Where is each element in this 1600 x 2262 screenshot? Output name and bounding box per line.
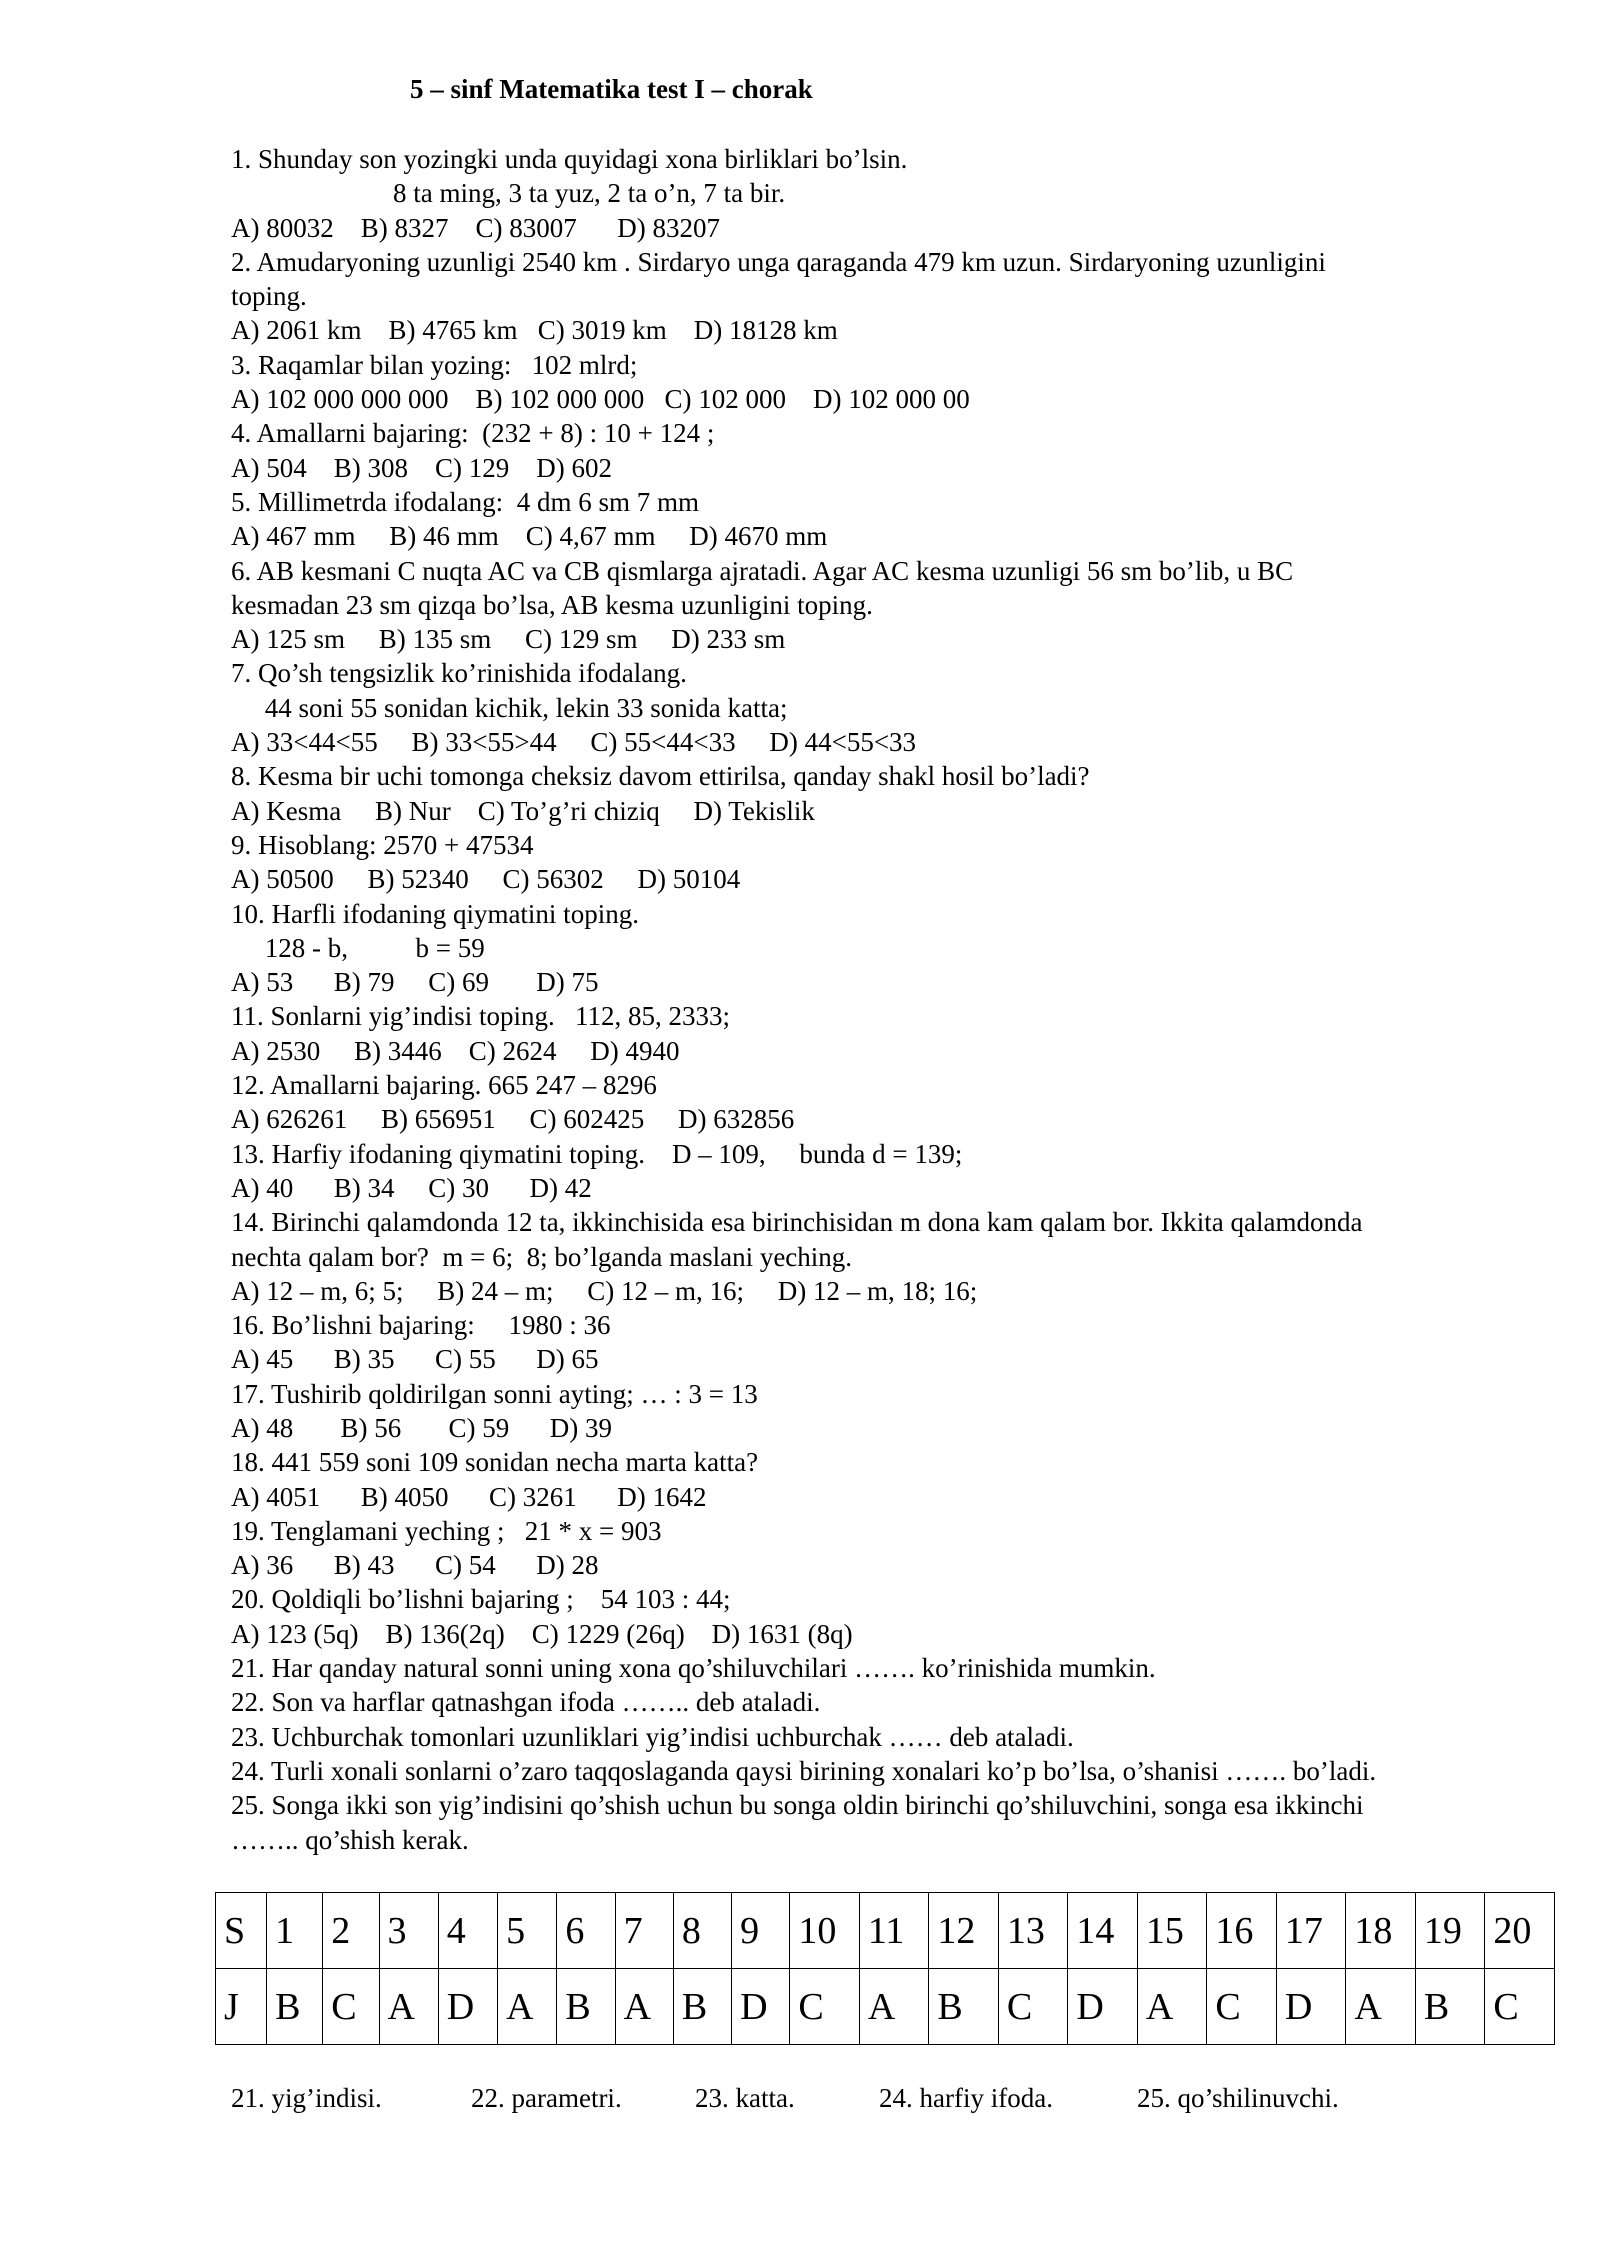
- question-line: 128 - b, b = 59: [231, 932, 485, 963]
- question-line: 8. Kesma bir uchi tomonga cheksiz davom ettirilsa, qanday shakl hosil bo’ladi?: [231, 761, 1090, 792]
- question-line: 2. Amudaryoning uzunligi 2540 km . Sirdaryo unga qaraganda 479 km uzun. Sirdaryoning uzunligini: [231, 246, 1326, 277]
- question-number-cell: 9: [732, 1893, 790, 1969]
- open-answer: 22. parametri.: [471, 2083, 622, 2113]
- question-line: 25. Songa ikki son yig’indisini qo’shish uchun bu songa oldin birinchi qo’shiluvchini, songa esa ikkinchi: [231, 1790, 1364, 1821]
- answer-letter-cell: C: [1207, 1969, 1277, 2045]
- question-line: 16. Bo’lishni bajaring: 1980 : 36: [231, 1310, 611, 1341]
- question-line: A) 33<44<55 B) 33<55>44 C) 55<44<33 D) 44<55<33: [231, 727, 917, 758]
- open-answer: 25. qo’shilinuvchi.: [1137, 2083, 1339, 2113]
- answer-letter-cell: B: [673, 1969, 731, 2045]
- question-line: 22. Son va harflar qatnashgan ifoda …….. deb ataladi.: [231, 1687, 821, 1718]
- answer-letter-cell: C: [790, 1969, 860, 2045]
- question-line: 23. Uchburchak tomonlari uzunliklari yig’indisi uchburchak …… deb ataladi.: [231, 1721, 1074, 1752]
- question-line: 11. Sonlarni yig’indisi toping. 112, 85, 2333;: [231, 1001, 730, 1032]
- question-number-cell: 1: [267, 1893, 323, 1969]
- question-number-cell: 3: [379, 1893, 438, 1969]
- question-line: A) 48 B) 56 C) 59 D) 39: [231, 1412, 612, 1443]
- question-number-cell: 13: [998, 1893, 1068, 1969]
- question-number-cell: 16: [1207, 1893, 1277, 1969]
- question-line: 4. Amallarni bajaring: (232 + 8) : 10 + 124 ;: [231, 418, 715, 449]
- answer-letter-cell: B: [267, 1969, 323, 2045]
- question-line: 12. Amallarni bajaring. 665 247 – 8296: [231, 1070, 657, 1101]
- question-line: A) 125 sm B) 135 sm C) 129 sm D) 233 sm: [231, 624, 786, 655]
- open-answer: 21. yig’indisi.: [231, 2083, 382, 2113]
- question-number-cell: 4: [438, 1893, 497, 1969]
- answer-key-table: [215, 1892, 1555, 2045]
- answer-letter-cell: D: [732, 1969, 790, 2045]
- answer-letter-cell: A: [498, 1969, 557, 2045]
- question-line: A) 2530 B) 3446 C) 2624 D) 4940: [231, 1035, 680, 1066]
- answer-letter-cell: D: [1276, 1969, 1346, 2045]
- question-line: 24. Turli xonali sonlarni o’zaro taqqoslaganda qaysi birining xonalari ko’p bo’lsa, o’shanisi ……. bo’ladi.: [231, 1755, 1377, 1786]
- question-line: A) 2061 km B) 4765 km C) 3019 km D) 18128 km: [231, 315, 838, 346]
- question-line: 3. Raqamlar bilan yozing: 102 mlrd;: [231, 349, 638, 380]
- question-number-cell: S: [216, 1893, 267, 1969]
- test-questions: [231, 142, 1561, 1857]
- question-number-cell: 15: [1137, 1893, 1207, 1969]
- question-line: A) 123 (5q) B) 136(2q) C) 1229 (26q) D) 1631 (8q): [231, 1618, 853, 1649]
- question-number-cell: 2: [323, 1893, 379, 1969]
- question-line: 7. Qo’sh tengsizlik ko’rinishida ifodalang.: [231, 658, 687, 689]
- answer-letter-cell: A: [859, 1969, 929, 2045]
- question-number-cell: 17: [1276, 1893, 1346, 1969]
- question-line: A) 40 B) 34 C) 30 D) 42: [231, 1172, 592, 1203]
- question-line: nechta qalam bor? m = 6; 8; bo’lganda maslani yeching.: [231, 1241, 853, 1272]
- question-number-cell: 20: [1485, 1893, 1555, 1969]
- question-number-cell: 11: [859, 1893, 929, 1969]
- question-line: toping.: [231, 281, 307, 312]
- question-line: 19. Tenglamani yeching ; 21 * x = 903: [231, 1515, 662, 1546]
- answer-letter-cell: A: [379, 1969, 438, 2045]
- answer-letter-cell: C: [1485, 1969, 1555, 2045]
- question-line: 10. Harfli ifodaning qiymatini toping.: [231, 898, 639, 929]
- question-number-cell: 7: [615, 1893, 673, 1969]
- question-line: 1. Shunday son yozingki unda quyidagi xona birliklari bo’lsin.: [231, 144, 908, 174]
- open-answers: [231, 2083, 1561, 2117]
- open-answer: 24. harfiy ifoda.: [879, 2083, 1053, 2113]
- question-line: 5. Millimetrda ifodalang: 4 dm 6 sm 7 mm: [231, 486, 699, 517]
- question-number-cell: 18: [1346, 1893, 1416, 1969]
- question-line: 6. AB kesmani C nuqta AC va CB qismlarga ajratadi. Agar AC kesma uzunligi 56 sm bo’lib, u BC: [231, 555, 1294, 586]
- question-number-cell: 5: [498, 1893, 557, 1969]
- answer-letter-cell: B: [557, 1969, 615, 2045]
- question-line: kesmadan 23 sm qizqa bo’lsa, AB kesma uzunligini toping.: [231, 589, 873, 620]
- answer-letter-cell: D: [1068, 1969, 1138, 2045]
- page-title: 5 – sinf Matematika test I – chorak: [410, 74, 813, 104]
- question-line: 8 ta ming, 3 ta yuz, 2 ta o’n, 7 ta bir.: [231, 178, 786, 209]
- answer-letter-cell: J: [216, 1969, 267, 2045]
- question-number-cell: 19: [1415, 1893, 1485, 1969]
- question-line: A) 504 B) 308 C) 129 D) 602: [231, 452, 612, 483]
- question-line: A) 53 B) 79 C) 69 D) 75: [231, 967, 599, 998]
- question-line: A) 45 B) 35 C) 55 D) 65: [231, 1344, 599, 1375]
- question-line: …….. qo’shish kerak.: [231, 1824, 469, 1855]
- question-line: A) 36 B) 43 C) 54 D) 28: [231, 1550, 599, 1581]
- answer-key-values-row: [216, 1969, 1555, 2045]
- answer-letter-cell: B: [929, 1969, 999, 2045]
- answer-letter-cell: A: [615, 1969, 673, 2045]
- question-number-cell: 12: [929, 1893, 999, 1969]
- question-line: 9. Hisoblang: 2570 + 47534: [231, 829, 534, 860]
- answer-key-header-row: [216, 1893, 1555, 1969]
- question-line: A) 50500 B) 52340 C) 56302 D) 50104: [231, 864, 741, 895]
- question-line: 20. Qoldiqli bo’lishni bajaring ; 54 103 : 44;: [231, 1584, 731, 1615]
- question-line: A) 80032 B) 8327 C) 83007 D) 83207: [231, 212, 720, 243]
- question-number-cell: 10: [790, 1893, 860, 1969]
- question-line: 18. 441 559 soni 109 sonidan necha marta katta?: [231, 1447, 759, 1478]
- question-line: A) Kesma B) Nur C) To’g’ri chiziq D) Tekislik: [231, 795, 815, 826]
- question-line: A) 102 000 000 000 B) 102 000 000 C) 102 000 D) 102 000 00: [231, 384, 970, 415]
- question-number-cell: 14: [1068, 1893, 1138, 1969]
- question-line: 44 soni 55 sonidan kichik, lekin 33 sonida katta;: [231, 692, 788, 723]
- answer-letter-cell: C: [323, 1969, 379, 2045]
- question-number-cell: 8: [673, 1893, 731, 1969]
- question-line: A) 12 – m, 6; 5; B) 24 – m; C) 12 – m, 16; D) 12 – m, 18; 16;: [231, 1275, 978, 1306]
- answer-letter-cell: C: [998, 1969, 1068, 2045]
- answer-letter-cell: A: [1346, 1969, 1416, 2045]
- answer-letter-cell: A: [1137, 1969, 1207, 2045]
- answer-letter-cell: B: [1415, 1969, 1485, 2045]
- question-line: A) 4051 B) 4050 C) 3261 D) 1642: [231, 1481, 707, 1512]
- question-line: 13. Harfiy ifodaning qiymatini toping. D – 109, bunda d = 139;: [231, 1138, 963, 1169]
- question-line: 14. Birinchi qalamdonda 12 ta, ikkinchisida esa birinchisidan m dona kam qalam bor. Ikkita qalamdonda: [231, 1207, 1363, 1238]
- question-line: A) 467 mm B) 46 mm C) 4,67 mm D) 4670 mm: [231, 521, 828, 552]
- open-answer: 23. katta.: [695, 2083, 795, 2113]
- answer-letter-cell: D: [438, 1969, 497, 2045]
- question-number-cell: 6: [557, 1893, 615, 1969]
- question-line: 21. Har qanday natural sonni uning xona qo’shiluvchilari ……. ko’rinishida mumkin.: [231, 1653, 1156, 1684]
- question-line: A) 626261 B) 656951 C) 602425 D) 632856: [231, 1104, 795, 1135]
- question-line: 17. Tushirib qoldirilgan sonni ayting; … : 3 = 13: [231, 1378, 758, 1409]
